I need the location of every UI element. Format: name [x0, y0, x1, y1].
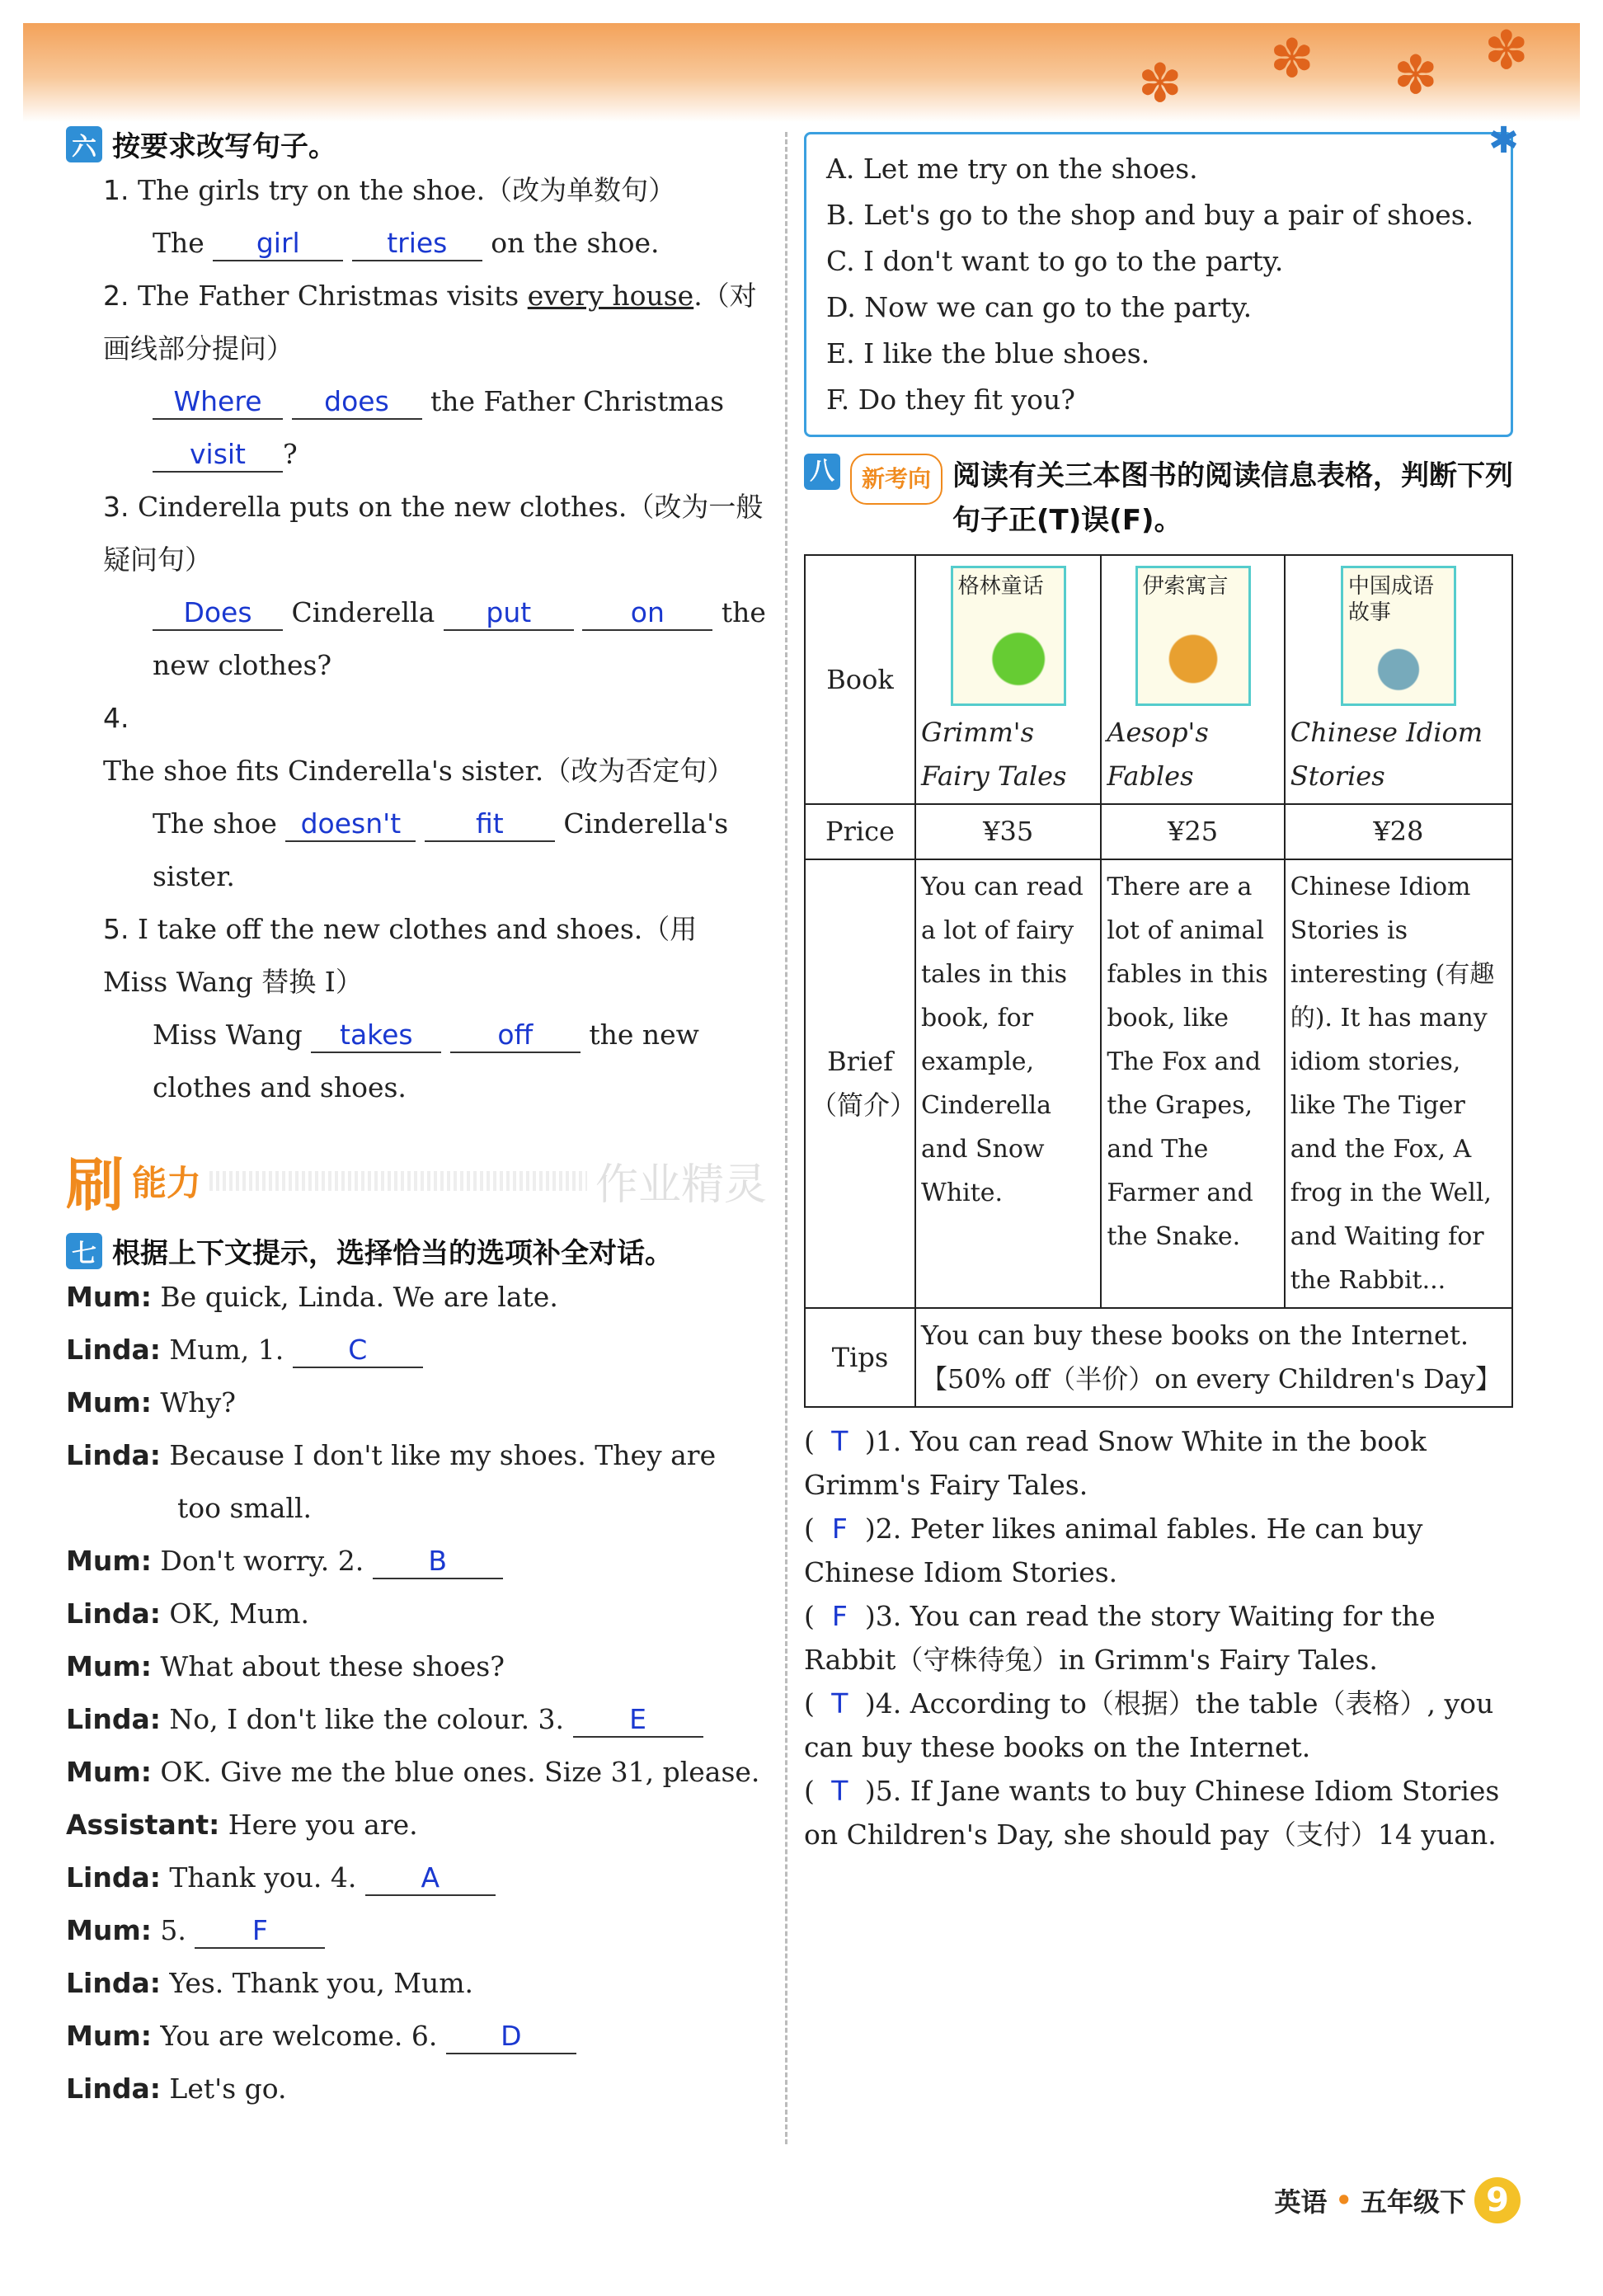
dialogue-line: Linda: Because I don't like my shoes. They are too small. — [66, 1439, 717, 1524]
section-badge: 七 — [66, 1233, 102, 1269]
options-box — [804, 120, 1519, 437]
tips-cell: You can buy these books on the Internet.【50% off（半价）on every Children's Day】 — [915, 1308, 1512, 1407]
option-item: B. Let's go to the shop and buy a pair of shoes. — [826, 199, 1474, 231]
statement-item: ( T )4. According to（根据）the table（表格）, you can buy these books on the Internet. — [804, 1682, 1513, 1769]
dialogue-line: Linda: OK, Mum. — [66, 1597, 309, 1630]
dialogue-line: Linda: Thank you. 4. A — [66, 1851, 767, 1904]
page-number: 9 — [1474, 2177, 1521, 2223]
answer-mark[interactable]: T — [831, 1687, 849, 1720]
shua-logo: 刷 — [66, 1151, 124, 1219]
table-cell — [1285, 555, 1512, 804]
banner-stripe — [209, 1171, 587, 1191]
option-item: E. I like the blue shoes. — [826, 337, 1150, 369]
question-1: 1. The girls try on the shoe.（改为单数句） — [103, 174, 676, 206]
dialogue-line: Mum: OK. Give me the blue ones. Size 31, please. — [66, 1756, 760, 1788]
option-item: C. I don't want to go to the party. — [826, 245, 1284, 277]
column-divider — [785, 132, 787, 2144]
row-header: Brief（简介） — [805, 859, 915, 1308]
question-2: 2. The Father Christmas visits every house.（对画线部分提问） — [103, 280, 757, 365]
section-title: 根据上下文提示，选择恰当的选项补全对话。 — [112, 1237, 673, 1270]
option-item: A. Let me try on the shoes. — [826, 153, 1198, 185]
answer-blank[interactable]: fit — [425, 807, 555, 842]
dialogue-line: Linda: No, I don't like the colour. 3. E — [66, 1693, 767, 1746]
watermark: 作业精灵 — [595, 1160, 767, 1210]
section-6-header — [66, 124, 767, 164]
sparkle-icon: ✱ — [1488, 120, 1519, 162]
answer-blank[interactable]: girl — [213, 227, 343, 261]
answer-blank[interactable]: on — [582, 596, 712, 631]
subject-label: 英语 — [1274, 2186, 1328, 2218]
answer-blank[interactable]: F — [195, 1914, 325, 1949]
dialogue-line: Mum: You are welcome. 6. D — [66, 2010, 767, 2063]
dialogue-line: Mum: 5. F — [66, 1904, 767, 1957]
grade-label: 五年级下 — [1360, 2186, 1466, 2218]
row-header: Price — [805, 804, 915, 859]
book-cover: 中国成语故事 — [1341, 566, 1456, 706]
answer-blank[interactable]: E — [573, 1703, 703, 1738]
section-badge: 六 — [66, 126, 102, 162]
section-8-header — [804, 454, 1513, 543]
answer-1: The girl tries on the shoe. — [66, 217, 767, 270]
price-cell: ¥28 — [1285, 804, 1512, 859]
book-title: Grimm's Fairy Tales — [921, 717, 1067, 792]
dialogue-line: Mum: Don't worry. 2. B — [66, 1535, 767, 1588]
section-title: 按要求改写句子。 — [112, 130, 336, 163]
maple-leaf-icon: ✽ — [1270, 29, 1314, 90]
book-title: Chinese Idiom Stories — [1290, 717, 1483, 792]
answer-blank[interactable]: visit — [153, 438, 283, 473]
top-banner — [23, 23, 1580, 122]
answer-mark[interactable]: T — [831, 1775, 849, 1807]
ability-banner — [66, 1139, 767, 1222]
table-row — [805, 555, 1512, 804]
book-cover: 伊索寓言 — [1135, 566, 1251, 706]
answer-blank[interactable]: takes — [311, 1019, 441, 1053]
statement-item: ( F )2. Peter likes animal fables. He can buy Chinese Idiom Stories. — [804, 1507, 1513, 1594]
answer-blank[interactable]: D — [446, 2020, 576, 2054]
dialogue-line: Mum: What about these shoes? — [66, 1650, 505, 1682]
dialogue-line: Linda: Let's go. — [66, 2073, 287, 2105]
left-column — [66, 124, 767, 2115]
new-trend-tag: 新考向 — [850, 454, 943, 505]
answer-blank[interactable]: Does — [153, 596, 283, 631]
brief-cell: There are a lot of animal fables in this book, like The Fox and the Grapes, and The Farmer and the Snake. — [1101, 859, 1284, 1308]
brief-cell: You can read a lot of fairy tales in this book, for example, Cinderella and Snow White. — [915, 859, 1101, 1308]
ability-label: 能力 — [132, 1162, 202, 1203]
answer-4: The shoe doesn't fit Cinderella's sister. — [153, 807, 729, 892]
book-cover: 格林童话 — [951, 566, 1066, 706]
price-cell: ¥25 — [1101, 804, 1284, 859]
option-item: D. Now we can go to the party. — [826, 291, 1253, 323]
statement-item: ( T )5. If Jane wants to buy Chinese Idiom Stories on Children's Day, she should pay（支付）14 yuan. — [804, 1769, 1513, 1856]
book-info-table — [804, 554, 1513, 1408]
answer-mark[interactable]: F — [831, 1600, 848, 1632]
separator-dot: • — [1335, 2185, 1352, 2216]
question-4: 4. The shoe fits Cinderella's sister.（改为否定句） — [103, 702, 735, 787]
dialogue-line: Mum: Be quick, Linda. We are late. — [66, 1281, 558, 1313]
section-7-header — [66, 1230, 767, 1271]
brief-cell: Chinese Idiom Stories is interesting (有趣的). It has many idiom stories, like The Tiger and the Fox, A frog in the Well, and Waiting for the Rabbit... — [1285, 859, 1512, 1308]
page-footer — [1275, 2177, 1521, 2223]
option-item: F. Do they fit you? — [826, 383, 1075, 416]
section-badge: 八 — [804, 454, 840, 490]
answer-blank[interactable]: C — [293, 1334, 423, 1368]
answer-blank[interactable]: put — [444, 596, 574, 631]
answer-mark[interactable]: T — [831, 1425, 849, 1457]
statement-item: ( T )1. You can read Snow White in the book Grimm's Fairy Tales. — [804, 1419, 1513, 1507]
answer-blank[interactable]: Where — [153, 385, 283, 420]
answer-2: Where does the Father Christmas visit ? — [66, 375, 767, 481]
maple-leaf-icon: ✽ — [1394, 45, 1438, 106]
right-column — [804, 120, 1519, 1856]
dialogue-line: Mum: Why? — [66, 1386, 236, 1419]
answer-blank[interactable]: tries — [352, 227, 482, 261]
answer-blank[interactable]: A — [365, 1861, 496, 1896]
row-header: Book — [805, 555, 915, 804]
answer-blank[interactable]: doesn't — [285, 807, 416, 842]
dialogue-line: Linda: Yes. Thank you, Mum. — [66, 1967, 474, 1999]
table-row — [805, 1308, 1512, 1407]
price-cell: ¥35 — [915, 804, 1101, 859]
answer-blank[interactable]: off — [450, 1019, 581, 1053]
dialogue-line: Assistant: Here you are. — [66, 1809, 418, 1841]
answer-5: Miss Wang takes off the new clothes and shoes. — [153, 1019, 699, 1103]
statement-list — [804, 1419, 1513, 1856]
maple-leaf-icon: ✽ — [1138, 54, 1182, 115]
section-title: 阅读有关三本图书的阅读信息表格，判断下列句子正(T)误(F)。 — [952, 459, 1514, 537]
table-cell — [915, 555, 1101, 804]
dialogue-line: Linda: Mum, 1. C — [66, 1324, 767, 1376]
table-cell — [1101, 555, 1284, 804]
table-row — [805, 859, 1512, 1308]
row-header: Tips — [805, 1308, 915, 1407]
statement-item: ( F )3. You can read the story Waiting for the Rabbit（守株待兔）in Grimm's Fairy Tales. — [804, 1594, 1513, 1682]
answer-3: Does Cinderella put on the new clothes? — [153, 596, 766, 681]
maple-leaf-icon: ✽ — [1484, 21, 1529, 82]
answer-blank[interactable]: B — [373, 1545, 503, 1579]
answer-mark[interactable]: F — [831, 1513, 848, 1545]
dialogue — [66, 1271, 767, 2115]
question-5: 5. I take off the new clothes and shoes.（用 Miss Wang 替换 I） — [103, 913, 698, 998]
question-3: 3. Cinderella puts on the new clothes.（改为一般疑问句） — [103, 491, 764, 576]
table-row — [805, 804, 1512, 859]
answer-blank[interactable]: does — [292, 385, 422, 420]
book-title: Aesop's Fables — [1107, 717, 1209, 792]
